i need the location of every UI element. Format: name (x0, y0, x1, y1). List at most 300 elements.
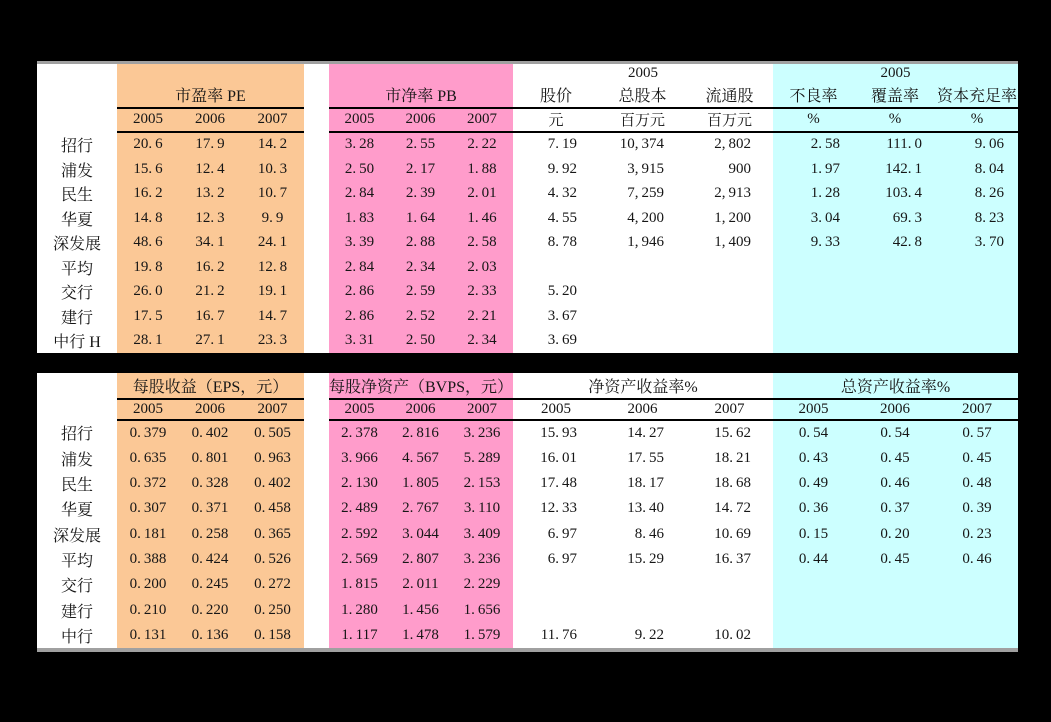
value-cell (854, 623, 936, 648)
value-cell: 1. 28 (773, 181, 854, 206)
table-row (37, 108, 1018, 133)
section-gap (304, 132, 329, 157)
corner-cell (37, 399, 117, 420)
value-cell: 1. 97 (773, 157, 854, 182)
value-cell: 2. 17 (390, 157, 451, 182)
value-cell (686, 328, 773, 353)
value-cell (854, 255, 936, 280)
section-gap (304, 157, 329, 182)
value-cell: 14. 27 (627, 424, 664, 441)
value-cell: 1. 280 (329, 597, 390, 622)
table-row (37, 597, 1018, 622)
value-cell: 8. 23 (936, 206, 1018, 231)
value-cell (936, 597, 1018, 622)
value-cell (773, 255, 854, 280)
value-cell: 2. 03 (451, 255, 513, 280)
value-cell: 0. 200 (117, 572, 179, 597)
value-cell: 4. 55 (547, 209, 577, 226)
unit-header: % (936, 108, 1018, 133)
year-header: 2007 (686, 399, 773, 420)
value-cell (513, 597, 599, 622)
corner-cell (37, 82, 117, 108)
value-cell: 20. 6 (117, 132, 179, 157)
value-cell: 3, 915 (627, 160, 664, 177)
value-cell: 10. 02 (714, 626, 752, 643)
value-cell: 2. 39 (390, 181, 451, 206)
section-gap (304, 373, 329, 399)
value-cell: 142. 1 (854, 157, 936, 182)
value-cell: 3. 236 (451, 420, 513, 445)
section-gap (304, 82, 329, 108)
value-cell: 14. 72 (714, 500, 752, 517)
value-cell (599, 572, 686, 597)
value-cell: 15. 62 (714, 424, 752, 441)
value-cell: 2. 592 (329, 521, 390, 546)
value-cell: 0. 402 (179, 420, 241, 445)
column-header: 覆盖率 (854, 82, 936, 108)
value-cell: 0. 424 (179, 547, 241, 572)
per-share-and-returns-table (37, 373, 1018, 652)
value-cell: 0. 43 (773, 446, 854, 471)
value-cell: 0. 801 (179, 446, 241, 471)
value-cell: 2. 34 (451, 328, 513, 353)
row-label: 建行 (60, 309, 93, 327)
table-row (37, 64, 1018, 82)
value-cell: 1. 456 (390, 597, 451, 622)
table-row (37, 279, 1018, 304)
value-cell: 0. 131 (117, 623, 179, 648)
value-cell: 3. 31 (329, 328, 390, 353)
value-cell: 1. 478 (390, 623, 451, 648)
value-cell: 12. 3 (179, 206, 241, 231)
value-cell: 14. 2 (241, 132, 304, 157)
value-cell (773, 328, 854, 353)
value-cell (936, 255, 1018, 280)
row-label: 深发展 (52, 236, 101, 254)
column-header: 股价 (513, 82, 599, 108)
value-cell: 16. 2 (179, 255, 241, 280)
value-cell: 8. 46 (634, 525, 664, 542)
value-cell: 0. 37 (854, 496, 936, 521)
value-cell: 0. 45 (936, 446, 1018, 471)
value-cell: 3. 69 (547, 332, 577, 349)
year-header: 2007 (451, 399, 513, 420)
row-label: 浦发 (60, 162, 93, 180)
corner-cell (37, 373, 117, 399)
value-cell: 10. 69 (714, 525, 752, 542)
row-label: 交行 (60, 578, 93, 596)
unit-header: 2006 (390, 108, 451, 133)
column-header: 流通股 (686, 82, 773, 108)
value-cell (686, 572, 773, 597)
value-cell (854, 328, 936, 353)
section-gap (304, 230, 329, 255)
value-cell: 2. 816 (390, 420, 451, 445)
corner-cell (37, 64, 117, 82)
value-cell: 3. 110 (451, 496, 513, 521)
value-cell: 0. 328 (179, 471, 241, 496)
value-cell: 0. 372 (117, 471, 179, 496)
value-cell: 1. 64 (390, 206, 451, 231)
value-cell: 27. 1 (179, 328, 241, 353)
table-row (37, 471, 1018, 496)
value-cell: 1. 83 (329, 206, 390, 231)
value-cell: 10. 3 (241, 157, 304, 182)
value-cell: 900 (728, 160, 751, 177)
value-cell: 2. 52 (390, 304, 451, 329)
value-cell: 2. 489 (329, 496, 390, 521)
value-cell: 0. 49 (773, 471, 854, 496)
value-cell (854, 304, 936, 329)
value-cell (686, 255, 773, 280)
value-cell: 3. 39 (329, 230, 390, 255)
value-cell: 2. 84 (329, 181, 390, 206)
value-cell: 0. 307 (117, 496, 179, 521)
value-cell: 3. 28 (329, 132, 390, 157)
value-cell (599, 279, 686, 304)
row-label: 华夏 (60, 502, 93, 520)
span-year-header: 2005 (773, 64, 1018, 82)
value-cell: 1. 579 (451, 623, 513, 648)
value-cell: 0. 379 (117, 420, 179, 445)
table-row (37, 496, 1018, 521)
value-cell: 0. 402 (241, 471, 304, 496)
value-cell: 16. 37 (714, 550, 752, 567)
table-row (37, 181, 1018, 206)
section-gap (304, 108, 329, 133)
unit-header: 2006 (179, 108, 241, 133)
value-cell: 0. 136 (179, 623, 241, 648)
value-cell (686, 279, 773, 304)
value-cell: 16. 2 (117, 181, 179, 206)
per-share-and-returns-table-grid (37, 373, 1018, 648)
value-cell: 0. 505 (241, 420, 304, 445)
value-cell (686, 597, 773, 622)
value-cell: 1. 656 (451, 597, 513, 622)
value-cell: 2. 88 (390, 230, 451, 255)
value-cell: 0. 371 (179, 496, 241, 521)
corner-cell (37, 108, 117, 133)
value-cell: 1, 200 (714, 209, 751, 226)
table-row (37, 230, 1018, 255)
value-cell: 0. 44 (773, 547, 854, 572)
value-cell: 12. 8 (241, 255, 304, 280)
value-cell: 3. 04 (773, 206, 854, 231)
value-cell: 2. 33 (451, 279, 513, 304)
row-label: 民生 (60, 187, 93, 205)
value-cell: 2. 84 (329, 255, 390, 280)
value-cell: 16. 7 (179, 304, 241, 329)
value-cell: 16. 01 (540, 449, 577, 466)
value-cell (773, 572, 854, 597)
value-cell: 26. 0 (117, 279, 179, 304)
value-cell (773, 304, 854, 329)
valuation-and-quality-table-grid (37, 64, 1018, 353)
value-cell: 2. 378 (329, 420, 390, 445)
value-cell: 9. 06 (936, 132, 1018, 157)
value-cell: 5. 289 (451, 446, 513, 471)
value-cell: 8. 78 (547, 234, 577, 251)
section-gap (304, 304, 329, 329)
value-cell: 17. 5 (117, 304, 179, 329)
value-cell: 2. 153 (451, 471, 513, 496)
section-fill (329, 64, 513, 82)
value-cell: 2. 58 (451, 230, 513, 255)
value-cell: 7, 259 (627, 185, 664, 202)
row-label: 招行 (60, 137, 93, 155)
value-cell: 14. 8 (117, 206, 179, 231)
unit-header: % (854, 108, 936, 133)
value-cell: 0. 158 (241, 623, 304, 648)
value-cell: 1. 805 (390, 471, 451, 496)
value-cell: 0. 54 (773, 420, 854, 445)
section-title: 市盈率 PE (117, 82, 304, 108)
section-title: 净资产收益率% (513, 373, 773, 399)
row-label: 浦发 (60, 451, 93, 469)
value-cell: 2. 011 (390, 572, 451, 597)
value-cell (936, 572, 1018, 597)
value-cell: 0. 250 (241, 597, 304, 622)
table-row (37, 255, 1018, 280)
value-cell: 1. 815 (329, 572, 390, 597)
row-label: 平均 (60, 260, 93, 278)
value-cell: 9. 33 (773, 230, 854, 255)
value-cell: 0. 245 (179, 572, 241, 597)
value-cell: 2. 59 (390, 279, 451, 304)
section-gap (304, 206, 329, 231)
value-cell: 4. 32 (547, 185, 577, 202)
value-cell: 17. 55 (627, 449, 664, 466)
value-cell: 3. 409 (451, 521, 513, 546)
unit-header: 元 (513, 108, 599, 133)
value-cell (599, 255, 686, 280)
year-header: 2006 (854, 399, 936, 420)
value-cell: 2. 229 (451, 572, 513, 597)
value-cell: 12. 33 (540, 500, 577, 517)
value-cell: 0. 45 (854, 446, 936, 471)
value-cell: 5. 20 (547, 283, 577, 300)
value-cell: 12. 4 (179, 157, 241, 182)
value-cell: 9. 92 (547, 160, 577, 177)
value-cell: 11. 76 (540, 626, 577, 643)
value-cell: 0. 57 (936, 420, 1018, 445)
year-header: 2005 (117, 399, 179, 420)
section-gap (304, 255, 329, 280)
row-label: 民生 (60, 477, 93, 495)
value-cell: 28. 1 (117, 328, 179, 353)
table-row (37, 623, 1018, 648)
section-gap (304, 521, 329, 546)
value-cell: 23. 3 (241, 328, 304, 353)
value-cell: 0. 258 (179, 521, 241, 546)
value-cell: 2. 21 (451, 304, 513, 329)
row-label: 中行 H (53, 334, 101, 352)
year-header: 2007 (936, 399, 1018, 420)
value-cell (936, 623, 1018, 648)
value-cell (854, 572, 936, 597)
value-cell: 1, 946 (627, 234, 664, 251)
value-cell: 6. 97 (547, 525, 577, 542)
value-cell: 0. 272 (241, 572, 304, 597)
value-cell: 19. 1 (241, 279, 304, 304)
value-cell: 18. 68 (714, 475, 752, 492)
value-cell (854, 279, 936, 304)
value-cell (773, 279, 854, 304)
year-header: 2007 (241, 399, 304, 420)
value-cell: 15. 6 (117, 157, 179, 182)
section-gap (304, 328, 329, 353)
value-cell: 2. 58 (773, 132, 854, 157)
value-cell: 111. 0 (854, 132, 936, 157)
value-cell: 2. 130 (329, 471, 390, 496)
value-cell: 0. 39 (936, 496, 1018, 521)
value-cell (513, 572, 599, 597)
value-cell: 9. 9 (241, 206, 304, 231)
row-label: 深发展 (52, 527, 101, 545)
section-title: 总资产收益率% (773, 373, 1018, 399)
value-cell: 0. 48 (936, 471, 1018, 496)
value-cell: 48. 6 (117, 230, 179, 255)
value-cell: 4. 567 (390, 446, 451, 471)
value-cell: 2. 86 (329, 304, 390, 329)
table-row (37, 132, 1018, 157)
value-cell (854, 597, 936, 622)
unit-header: 百万元 (599, 108, 686, 133)
value-cell (773, 623, 854, 648)
table-row (37, 572, 1018, 597)
year-header: 2006 (390, 399, 451, 420)
column-header: 资本充足率 (936, 82, 1018, 108)
value-cell: 0. 210 (117, 597, 179, 622)
value-cell: 2. 569 (329, 547, 390, 572)
value-cell: 14. 7 (241, 304, 304, 329)
value-cell: 1. 46 (451, 206, 513, 231)
year-header: 2006 (599, 399, 686, 420)
section-gap (304, 399, 329, 420)
value-cell: 13. 2 (179, 181, 241, 206)
value-cell (686, 304, 773, 329)
span-year-header: 2005 (628, 64, 658, 81)
table-row (37, 157, 1018, 182)
value-cell: 3. 70 (936, 230, 1018, 255)
table-row (37, 446, 1018, 471)
value-cell: 2. 807 (390, 547, 451, 572)
row-label: 建行 (60, 603, 93, 621)
value-cell: 2. 22 (451, 132, 513, 157)
section-fill (117, 64, 304, 82)
value-cell: 42. 8 (854, 230, 936, 255)
unit-header: 2007 (451, 108, 513, 133)
value-cell: 2. 50 (329, 157, 390, 182)
value-cell (599, 597, 686, 622)
value-cell: 9. 22 (634, 626, 664, 643)
section-gap (304, 496, 329, 521)
value-cell: 0. 15 (773, 521, 854, 546)
table-row (37, 420, 1018, 445)
value-cell: 0. 365 (241, 521, 304, 546)
value-cell: 24. 1 (241, 230, 304, 255)
year-header: 2005 (773, 399, 854, 420)
value-cell: 18. 21 (714, 449, 752, 466)
value-cell: 7. 19 (547, 136, 577, 153)
value-cell: 2. 86 (329, 279, 390, 304)
table-row (37, 328, 1018, 353)
value-cell: 0. 388 (117, 547, 179, 572)
value-cell: 103. 4 (854, 181, 936, 206)
table-row (37, 82, 1018, 108)
value-cell: 15. 93 (540, 424, 577, 441)
value-cell: 3. 966 (329, 446, 390, 471)
unit-header: 2005 (117, 108, 179, 133)
row-label: 中行 (60, 628, 93, 646)
column-header: 总股本 (599, 82, 686, 108)
year-header: 2005 (513, 399, 599, 420)
table-row (37, 521, 1018, 546)
table-row (37, 399, 1018, 420)
value-cell: 6. 97 (547, 550, 577, 567)
unit-header: 2005 (329, 108, 390, 133)
section-gap (304, 181, 329, 206)
value-cell: 0. 635 (117, 446, 179, 471)
value-cell: 3. 236 (451, 547, 513, 572)
value-cell: 17. 48 (540, 475, 577, 492)
section-gap (304, 446, 329, 471)
section-gap (304, 547, 329, 572)
unit-header: 2007 (241, 108, 304, 133)
value-cell: 34. 1 (179, 230, 241, 255)
value-cell: 8. 04 (936, 157, 1018, 182)
section-gap (304, 64, 329, 82)
value-cell: 2, 802 (714, 136, 751, 153)
section-gap (304, 471, 329, 496)
value-cell: 0. 36 (773, 496, 854, 521)
value-cell (599, 304, 686, 329)
table-row (37, 547, 1018, 572)
year-header: 2006 (179, 399, 241, 420)
section-gap (304, 623, 329, 648)
table-row (37, 304, 1018, 329)
section-gap (304, 572, 329, 597)
value-cell: 10. 7 (241, 181, 304, 206)
value-cell: 0. 458 (241, 496, 304, 521)
section-title: 每股净资产（BVPS，元） (329, 373, 513, 399)
value-cell: 1. 117 (329, 623, 390, 648)
value-cell: 2. 767 (390, 496, 451, 521)
value-cell: 0. 963 (241, 446, 304, 471)
value-cell: 0. 46 (854, 471, 936, 496)
section-gap (304, 279, 329, 304)
value-cell: 21. 2 (179, 279, 241, 304)
value-cell: 17. 9 (179, 132, 241, 157)
value-cell: 2. 01 (451, 181, 513, 206)
column-header: 不良率 (773, 82, 854, 108)
table-row (37, 373, 1018, 399)
value-cell: 0. 181 (117, 521, 179, 546)
value-cell: 2. 50 (390, 328, 451, 353)
value-cell: 0. 23 (936, 521, 1018, 546)
value-cell: 2. 34 (390, 255, 451, 280)
value-cell: 2. 55 (390, 132, 451, 157)
unit-header: 百万元 (686, 108, 773, 133)
row-label: 交行 (60, 285, 93, 303)
row-label: 华夏 (60, 211, 93, 229)
value-cell: 69. 3 (854, 206, 936, 231)
table-row (37, 206, 1018, 231)
value-cell: 1. 88 (451, 157, 513, 182)
value-cell (936, 279, 1018, 304)
value-cell: 13. 40 (627, 500, 664, 517)
value-cell (599, 328, 686, 353)
